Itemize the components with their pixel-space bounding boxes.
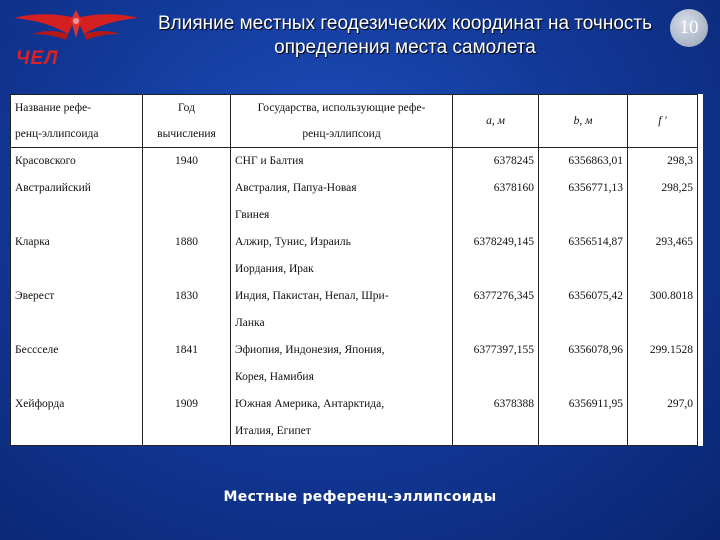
table-row <box>11 283 698 337</box>
cell-year: 1841 <box>143 337 231 391</box>
cell-states: Эфиопия, Индонезия, Япония, Корея, Намибия <box>231 337 453 391</box>
ellipsoid-table <box>10 94 698 446</box>
cell-name: Красовского <box>11 148 143 176</box>
cell-name: Австралийский <box>11 175 143 229</box>
slide-title-line1: Влияние местных геодезических координат на точность <box>158 13 652 34</box>
cell-a: 6378245 <box>453 148 539 176</box>
header-b: b, м <box>539 95 628 148</box>
cell-name: Кларка <box>11 229 143 283</box>
cell-states: Австралия, Папуа-Новая Гвинея <box>231 175 453 229</box>
header-f: f ′ <box>628 95 698 148</box>
cell-a: 6377397,155 <box>453 337 539 391</box>
cell-states: СНГ и Балтия <box>231 148 453 176</box>
cell-name: Хейфорда <box>11 391 143 446</box>
cell-name: Эверест <box>11 283 143 337</box>
cell-b: 6356514,87 <box>539 229 628 283</box>
company-logo <box>6 8 146 70</box>
cell-year: 1830 <box>143 283 231 337</box>
cell-states: Южная Америка, Антарктида, Италия, Египет <box>231 391 453 446</box>
table-row <box>11 391 698 446</box>
page-number-badge: 10 <box>670 9 708 47</box>
table-row <box>11 175 698 229</box>
cell-states: Алжир, Тунис, Израиль Иордания, Ирак <box>231 229 453 283</box>
cell-a: 6377276,345 <box>453 283 539 337</box>
cell-f: 298,25 <box>628 175 698 229</box>
cell-states: Индия, Пакистан, Непал, Шри- Ланка <box>231 283 453 337</box>
table-row <box>11 229 698 283</box>
ellipsoid-table-panel <box>10 94 703 446</box>
table-row <box>11 148 698 176</box>
table-caption: Местные референц-эллипсоиды <box>223 489 497 505</box>
cell-b: 6356911,95 <box>539 391 628 446</box>
logo-wings-icon <box>6 8 146 52</box>
cell-a: 6378249,145 <box>453 229 539 283</box>
cell-b: 6356078,96 <box>539 337 628 391</box>
cell-year: 1940 <box>143 148 231 176</box>
cell-year: 1880 <box>143 229 231 283</box>
header-states: Государства, использующие рефе- ренц-эллипсоид <box>231 95 453 148</box>
table-header-row <box>11 95 698 148</box>
cell-b: 6356771,13 <box>539 175 628 229</box>
cell-year <box>143 175 231 229</box>
cell-f: 298,3 <box>628 148 698 176</box>
header-year: Год вычисления <box>143 95 231 148</box>
header-a: a, м <box>453 95 539 148</box>
cell-a: 6378160 <box>453 175 539 229</box>
cell-a: 6378388 <box>453 391 539 446</box>
cell-f: 293,465 <box>628 229 698 283</box>
cell-name: Бессселе <box>11 337 143 391</box>
cell-f: 299.1528 <box>628 337 698 391</box>
logo-text: ЧЕЛ <box>16 48 59 69</box>
cell-b: 6356075,42 <box>539 283 628 337</box>
header-name: Название рефе- ренц-эллипсоида <box>11 95 143 148</box>
table-row <box>11 337 698 391</box>
cell-f: 297,0 <box>628 391 698 446</box>
cell-year: 1909 <box>143 391 231 446</box>
cell-b: 6356863,01 <box>539 148 628 176</box>
slide-title <box>150 12 660 60</box>
cell-f: 300.8018 <box>628 283 698 337</box>
slide-title-line2: определения места самолета <box>274 37 536 58</box>
